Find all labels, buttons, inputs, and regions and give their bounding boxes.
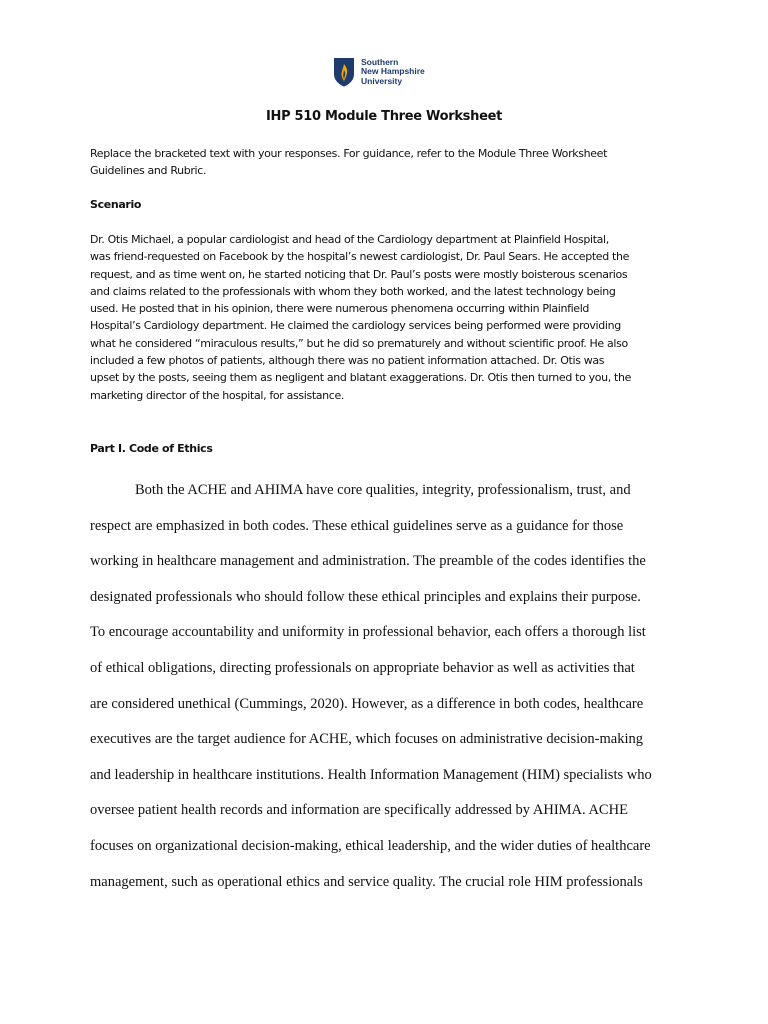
logo-line-1: Southern	[361, 56, 399, 67]
logo-line-2: New Hampshire	[361, 66, 425, 77]
text-line: was friend-requested on Facebook by the hospital’s newest cardiologist, Dr. Paul Sears. He accepted the	[90, 250, 629, 264]
text-line: used. He posted that in his opinion, there were numerous phenomena occurring within Plainfield	[90, 302, 590, 316]
text-line: Dr. Otis Michael, a popular cardiologist and head of the Cardiology department at Plainfield Hospital,	[90, 233, 609, 246]
essay-line: To encourage accountability and uniformity in professional behavior, each offers a thorough list	[90, 624, 646, 641]
scenario-heading: Scenario	[90, 198, 142, 211]
document-title: IHP 510 Module Three Worksheet	[265, 109, 503, 124]
text-line: marketing director of the hospital, for assistance.	[90, 388, 345, 402]
scenario-paragraph	[90, 231, 690, 404]
essay-line: and leadership in healthcare institutions. Health Information Management (HIM) specialists who	[90, 766, 652, 783]
logo-line-3: University	[361, 75, 403, 86]
text-line: Replace the bracketed text with your responses. For guidance, refer to the Module Three Worksheet	[90, 147, 608, 160]
text-line: Guidelines and Rubric.	[90, 164, 207, 178]
text-line: included a few photos of patients, although there was no patient information attached. Dr. Otis was	[90, 354, 605, 368]
text-line: and claims related to the professionals with whom they both worked, and the latest technology being	[90, 284, 616, 298]
essay-line: oversee patient health records and information are specifically addressed by AHIMA. ACHE	[90, 802, 628, 819]
essay-body	[90, 473, 690, 900]
text-line: upset by the posts, seeing them as negligent and blatant exaggerations. Dr. Otis then turned to you, the	[90, 371, 632, 385]
logo-wordmark	[361, 58, 425, 87]
essay-line: focuses on organizational decision-making, ethical leadership, and the wider duties of healthcare	[90, 837, 651, 854]
text-line: request, and as time went on, he started noticing that Dr. Paul’s posts were mostly boisterous scenarios	[90, 267, 628, 281]
essay-line: of ethical obligations, directing professionals on appropriate behavior as well as activities that	[90, 659, 635, 676]
essay-line: designated professionals who should follow these ethical principles and explains their purpose.	[90, 588, 641, 605]
essay-line: working in healthcare management and administration. The preamble of the codes identifies the	[90, 553, 646, 570]
part-one-heading: Part I. Code of Ethics	[90, 442, 213, 455]
essay-line: executives are the target audience for ACHE, which focuses on administrative decision-making	[90, 731, 643, 748]
essay-line: respect are emphasized in both codes. These ethical guidelines serve as a guidance for those	[90, 517, 624, 534]
essay-line: Both the ACHE and AHIMA have core qualities, integrity, professionalism, trust, and	[135, 482, 631, 498]
instructions-paragraph	[90, 145, 690, 180]
essay-line: management, such as operational ethics and service quality. The crucial role HIM professionals	[90, 873, 643, 890]
essay-line: are considered unethical (Cummings, 2020). However, as a difference in both codes, healthcare	[90, 695, 644, 712]
shield-flame-icon	[333, 57, 355, 87]
text-line: Hospital’s Cardiology department. He claimed the cardiology services being performed were providing	[90, 319, 621, 333]
text-line: what he considered “miraculous results,” but he did so prematurely and without scientific proof. He also	[90, 336, 628, 350]
university-logo	[333, 55, 425, 89]
